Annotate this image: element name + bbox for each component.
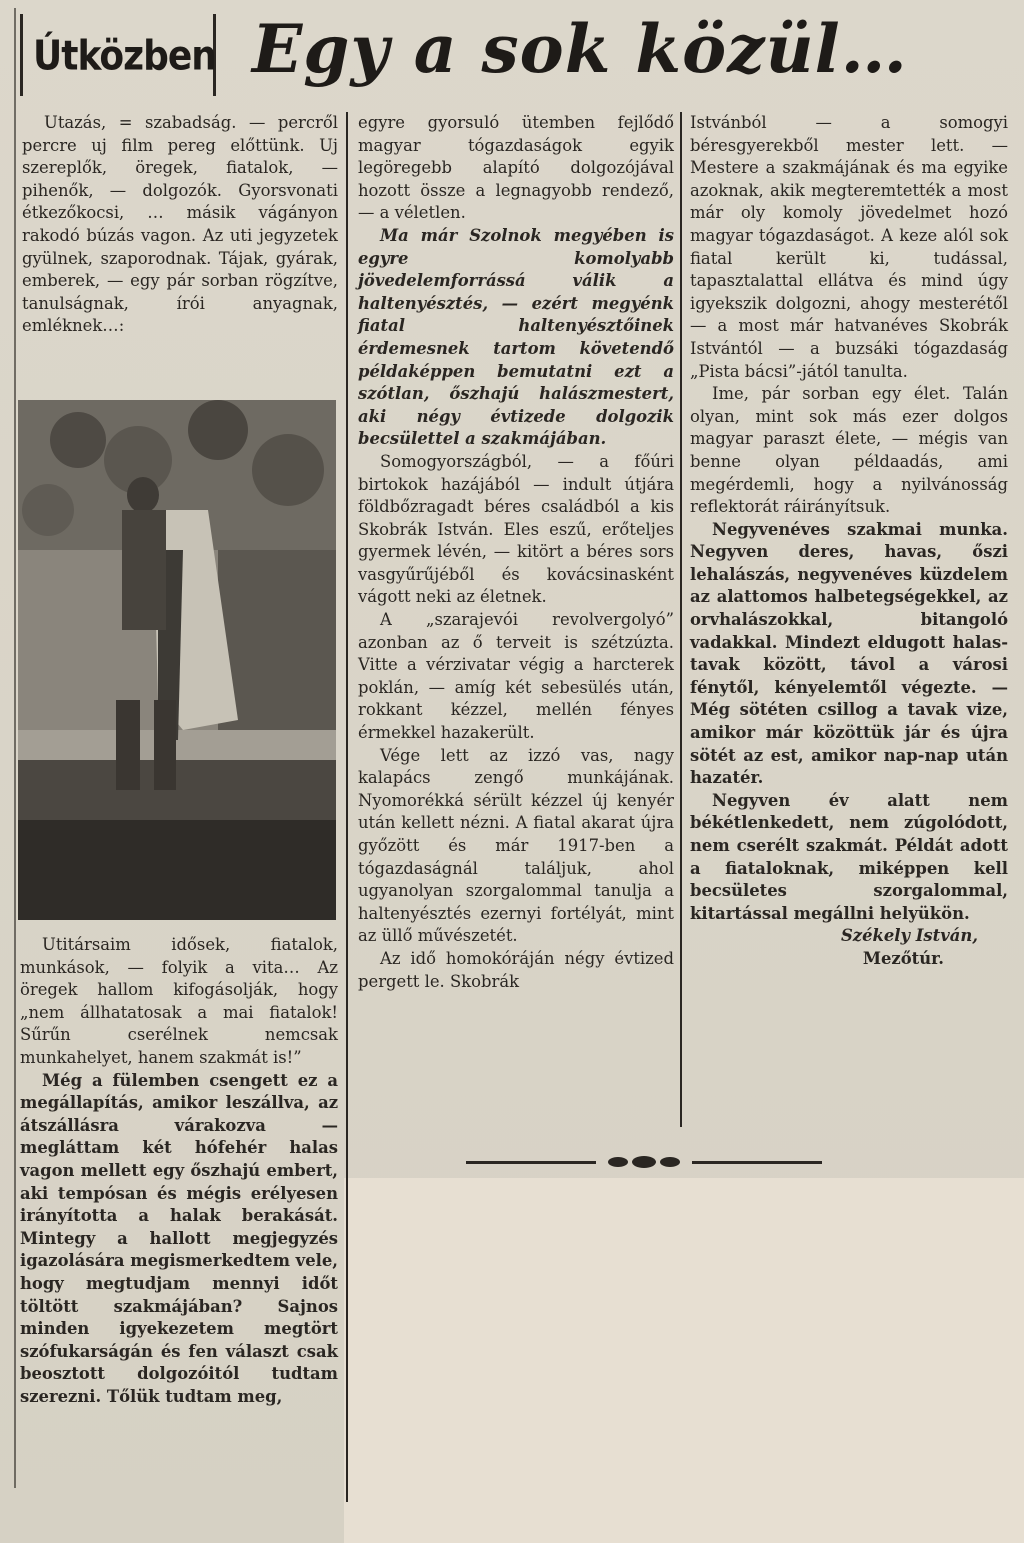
column-2 <box>358 112 674 993</box>
paragraph: A „szarajevói revolvergolyó” azonban az ő terveit is szétzúzta. Vitte a vérzivatar végig a harcterek poklán, — amíg két sebesülés után, rokkant kézzel, mellén fényes érmekkel hazakerült. <box>358 610 674 743</box>
photo-fisherman-illustration <box>18 400 336 920</box>
paragraph: Még a fülemben csengett ez a megállapítás, amikor leszállva, az átszállásra várakozva — megláttam két hófehér halas vagon mellett egy őszhajú embert, aki tempósan és mégis erélyesen irányította a halak berakását. Mintegy a hallott megjegyzés igazolására megismerkedtem vele, hogy megtudjam mennyi időt töltött szakmájában? Sajnos minden igyekezetem megtört szófukarságán és fen választ csak beosztott dolgozóitól tudtam szerezni. Tőlük tudtam meg, <box>20 1070 338 1406</box>
section-rubric <box>20 14 216 96</box>
paragraph: Az idő homokóráján négy évtized pergett le. Skobrák <box>358 948 674 991</box>
author-signature: Székely István, <box>840 926 978 946</box>
paragraph: Negyven év alatt nem békétlenkedett, nem zúgolódott, nem cserélt szakmát. Példát adott a fiataloknak, miképpen kell becsületes szorgalommal, kitartással megállni helyükön. <box>690 790 1008 923</box>
paragraph: Utazás, = szabadság. — percről percre uj film pereg előttünk. Uj szereplők, öregek, fiatalok, — pihenők, — dolgozók. Gyorsvonati étkezőkocsi, … másik vágányon rakodó búzás vagon. Az uti jegyzetek gyülnek, szaporodnak. Tájak, gyárak, emberek, — egy pár sorban rögzítve, tanulságnak, írói anyagnak, emléknek…: <box>22 113 338 336</box>
column-rule-1 <box>346 112 348 1502</box>
column-1-body <box>20 934 338 1408</box>
article-headline: Egy a sok közül… <box>252 10 908 88</box>
column-rule-2 <box>680 112 682 1127</box>
blank-paper-area <box>344 1178 1024 1543</box>
paragraph: Istvánból — a somogyi béresgyerekből mester lett. — Mestere a szakmájának és ma egyike azoknak, akik megteremtették a most már oly komoly jövedelmet hozó magyar tógazdaságot. A keze alól sok fiatal került ki, tudással, tapasztalattal ellátva és mind úgy igyekszik dolgozni, ahogy mesterétől — a most már hatvanéves Skobrák Istvántól — a buzsáki tógazdaság „Pista bácsi”-jától tanulta. <box>690 113 1008 381</box>
author-place: Mezőtúr. <box>862 948 944 968</box>
paragraph: Negyvenéves szakmai munka. Negyven deres, havas, őszi lehalászás, negyvenéves küzdelem az alattomos halbetegségekkel, az orvhalászokkal, bitangoló vadakkal. Mindezt eldugott halas-tavak között, távol a városi fénytől, kényelemtől végezte. — Még sötéten csillog a tavak vize, amikor már közöttük jár és újra sötét az est, amikor nap-nap után hazatér. <box>690 519 1008 788</box>
paragraph: Utitársaim idősek, fiatalok, munkások, — folyik a vita… Az öregek hallom kifogásolják, hogy „nem állhatatosak a mai fiatalok! Sűrűn cserélnek nemcsak munkahelyet, hanem szakmát is!” <box>20 935 338 1067</box>
paragraph: egyre gyorsuló ütemben fejlődő magyar tógazdaságok egyik legöregebb alapító dolgozójával hozott össze a legnagyobb rendező, — a véletlen. <box>358 113 674 223</box>
column-3 <box>690 112 1008 971</box>
paragraph-emphasis: Ma már Szolnok megyében is egyre komolyabb jövedelemforrássá válik a haltenyésztés, — ezért megyénk fiatal haltenyésztőinek érdemesnek tartom követendő példaképpen bemutatni ezt a szótlan, őszhajú halászmestert, aki négy évtizede dolgozik becsülettel a szakmájában. <box>358 225 674 449</box>
section-label: Útközben <box>33 32 216 81</box>
paragraph: Ime, pár sorban egy élet. Talán olyan, mint sok más ezer dolgos magyar paraszt élete, — mégis van benne olyan példaadás, ami megérdemli, hogy a nyilvánosság reflektorát ráirányítsuk. <box>690 384 1008 517</box>
paragraph: Vége lett az izzó vas, nagy kalapács zengő munkájának. Nyomorékká sérült kézzel új kenyér után kellett nézni. A fiatal akarat újra győzött és már 1917-ben a tógazdaságnál találjuk, ahol ugyanolyan szorgalommal tanulja a haltenyésztés ezernyi fortélyát, mint az üllő művészetét. <box>358 745 674 946</box>
paragraph: Somogyországból, — a főúri birtokok hazájából — indult útjára földbőzragadt béres családból a kis Skobrák István. Eles eszű, erőteljes gyermek lévén, — kitört a béres sors vasgyűrűjéből és kovácsinasként vágott neki az életnek. <box>358 451 674 607</box>
column-1-intro <box>22 112 338 338</box>
article-photo <box>18 400 336 920</box>
ornament-divider <box>466 1152 822 1172</box>
column-rule-left <box>14 8 16 1488</box>
